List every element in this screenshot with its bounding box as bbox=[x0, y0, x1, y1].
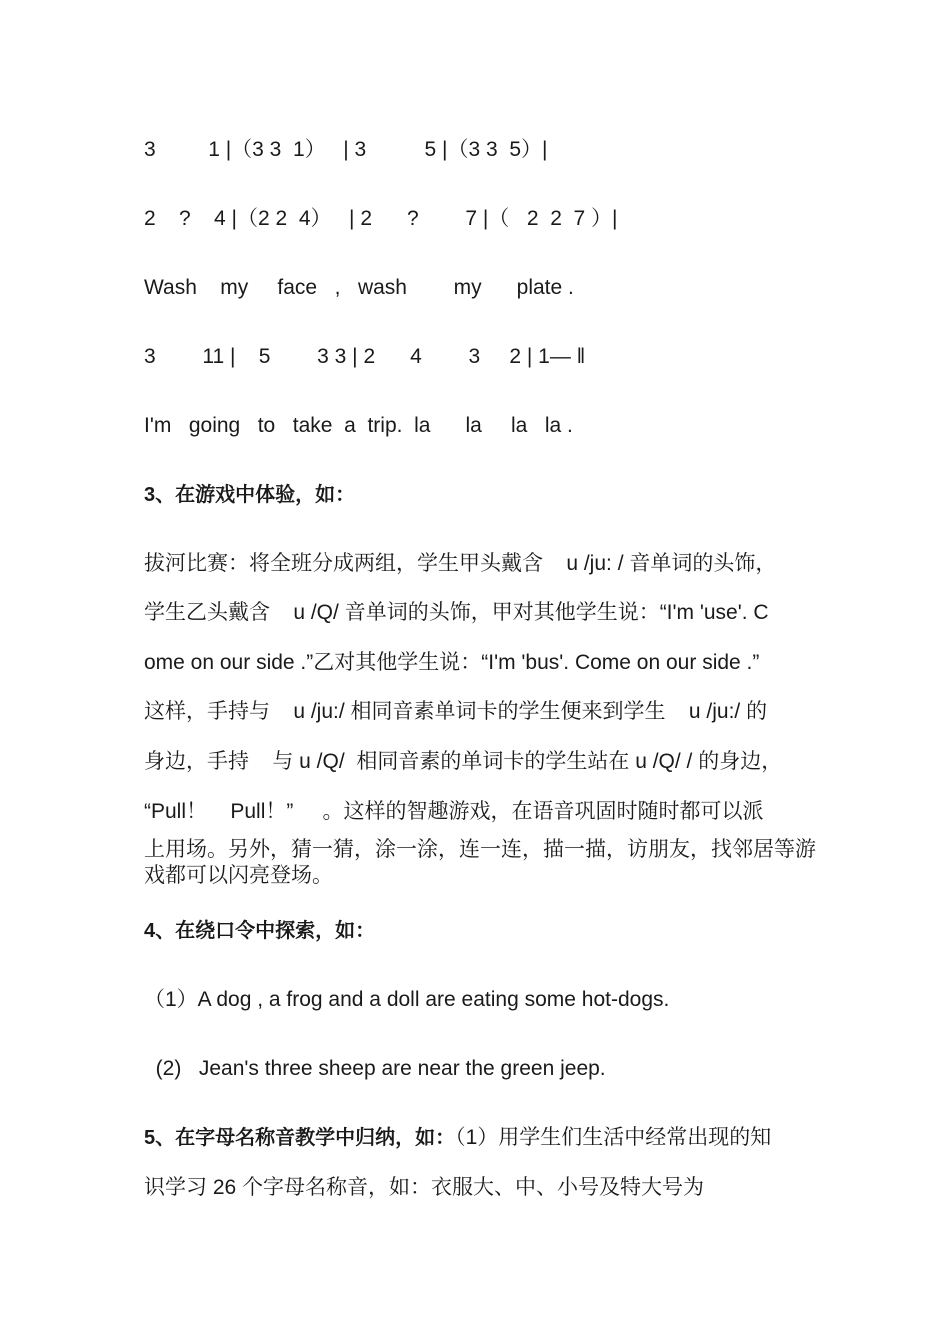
section-3-paragraph-line: 拔河比赛：将全班分成两组，学生甲头戴含 u /ju: / 音单词的头饰， bbox=[144, 552, 777, 575]
tongue-twister-1: （1）A dog , a frog and a doll are eating some hot-dogs. bbox=[144, 988, 670, 1011]
section-4-heading: 4、在绕口令中探索，如： bbox=[144, 920, 376, 942]
section-3-paragraph-line: 身边，手持 与 u /Q/ 相同音素的单词卡的学生站在 u /Q/ / 的身边， bbox=[144, 750, 783, 773]
section-3-heading: 3、在游戏中体验，如： bbox=[144, 484, 356, 506]
tongue-twister-2: (2) Jean's three sheep are near the green jeep. bbox=[144, 1057, 606, 1080]
lyrics-line-1: Wash my face , wash my plate . bbox=[144, 276, 574, 299]
section-5-line-1 bbox=[144, 1125, 771, 1151]
music-notation-line-1: 3 1 |（3 3 1） | 3 5 |（3 3 5）| bbox=[144, 138, 548, 161]
section-3-paragraph-line: 戏都可以闪亮登场。 bbox=[144, 864, 333, 887]
section-3-paragraph-line: “Pull！ Pull！” 。这样的智趣游戏，在语音巩固时随时都可以派 bbox=[144, 800, 764, 823]
music-notation-line-2: 2 ? 4 |（2 2 4） | 2 ? 7 |（ 2 2 7 ）| bbox=[144, 207, 618, 230]
section-3-paragraph-line: 学生乙头戴含 u /Q/ 音单词的头饰，甲对其他学生说：“I'm 'use'. C bbox=[144, 601, 769, 624]
section-3-paragraph-line: 上用场。另外，猜一猜，涂一涂，连一连，描一描，访朋友，找邻居等游 bbox=[144, 838, 816, 861]
section-5-text: （1）用学生们生活中经常出现的知 bbox=[455, 1126, 772, 1149]
section-5-line-2: 识学习 26 个字母名称音，如：衣服大、中、小号及特大号为 bbox=[144, 1176, 705, 1199]
section-5-heading: 5、在字母名称音教学中归纳，如： bbox=[144, 1127, 456, 1149]
lyrics-line-2: I'm going to take a trip. la la la la . bbox=[144, 414, 573, 437]
section-3-paragraph-line: ome on our side .”乙对其他学生说：“I'm 'bus'. Come on our side .” bbox=[144, 651, 760, 674]
section-3-paragraph-line: 这样，手持与 u /ju:/ 相同音素单词卡的学生便来到学生 u /ju:/ 的 bbox=[144, 700, 768, 723]
music-notation-line-3: 3 11 | 5 3 3 | 2 4 3 2 | 1— ǁ bbox=[144, 345, 586, 368]
